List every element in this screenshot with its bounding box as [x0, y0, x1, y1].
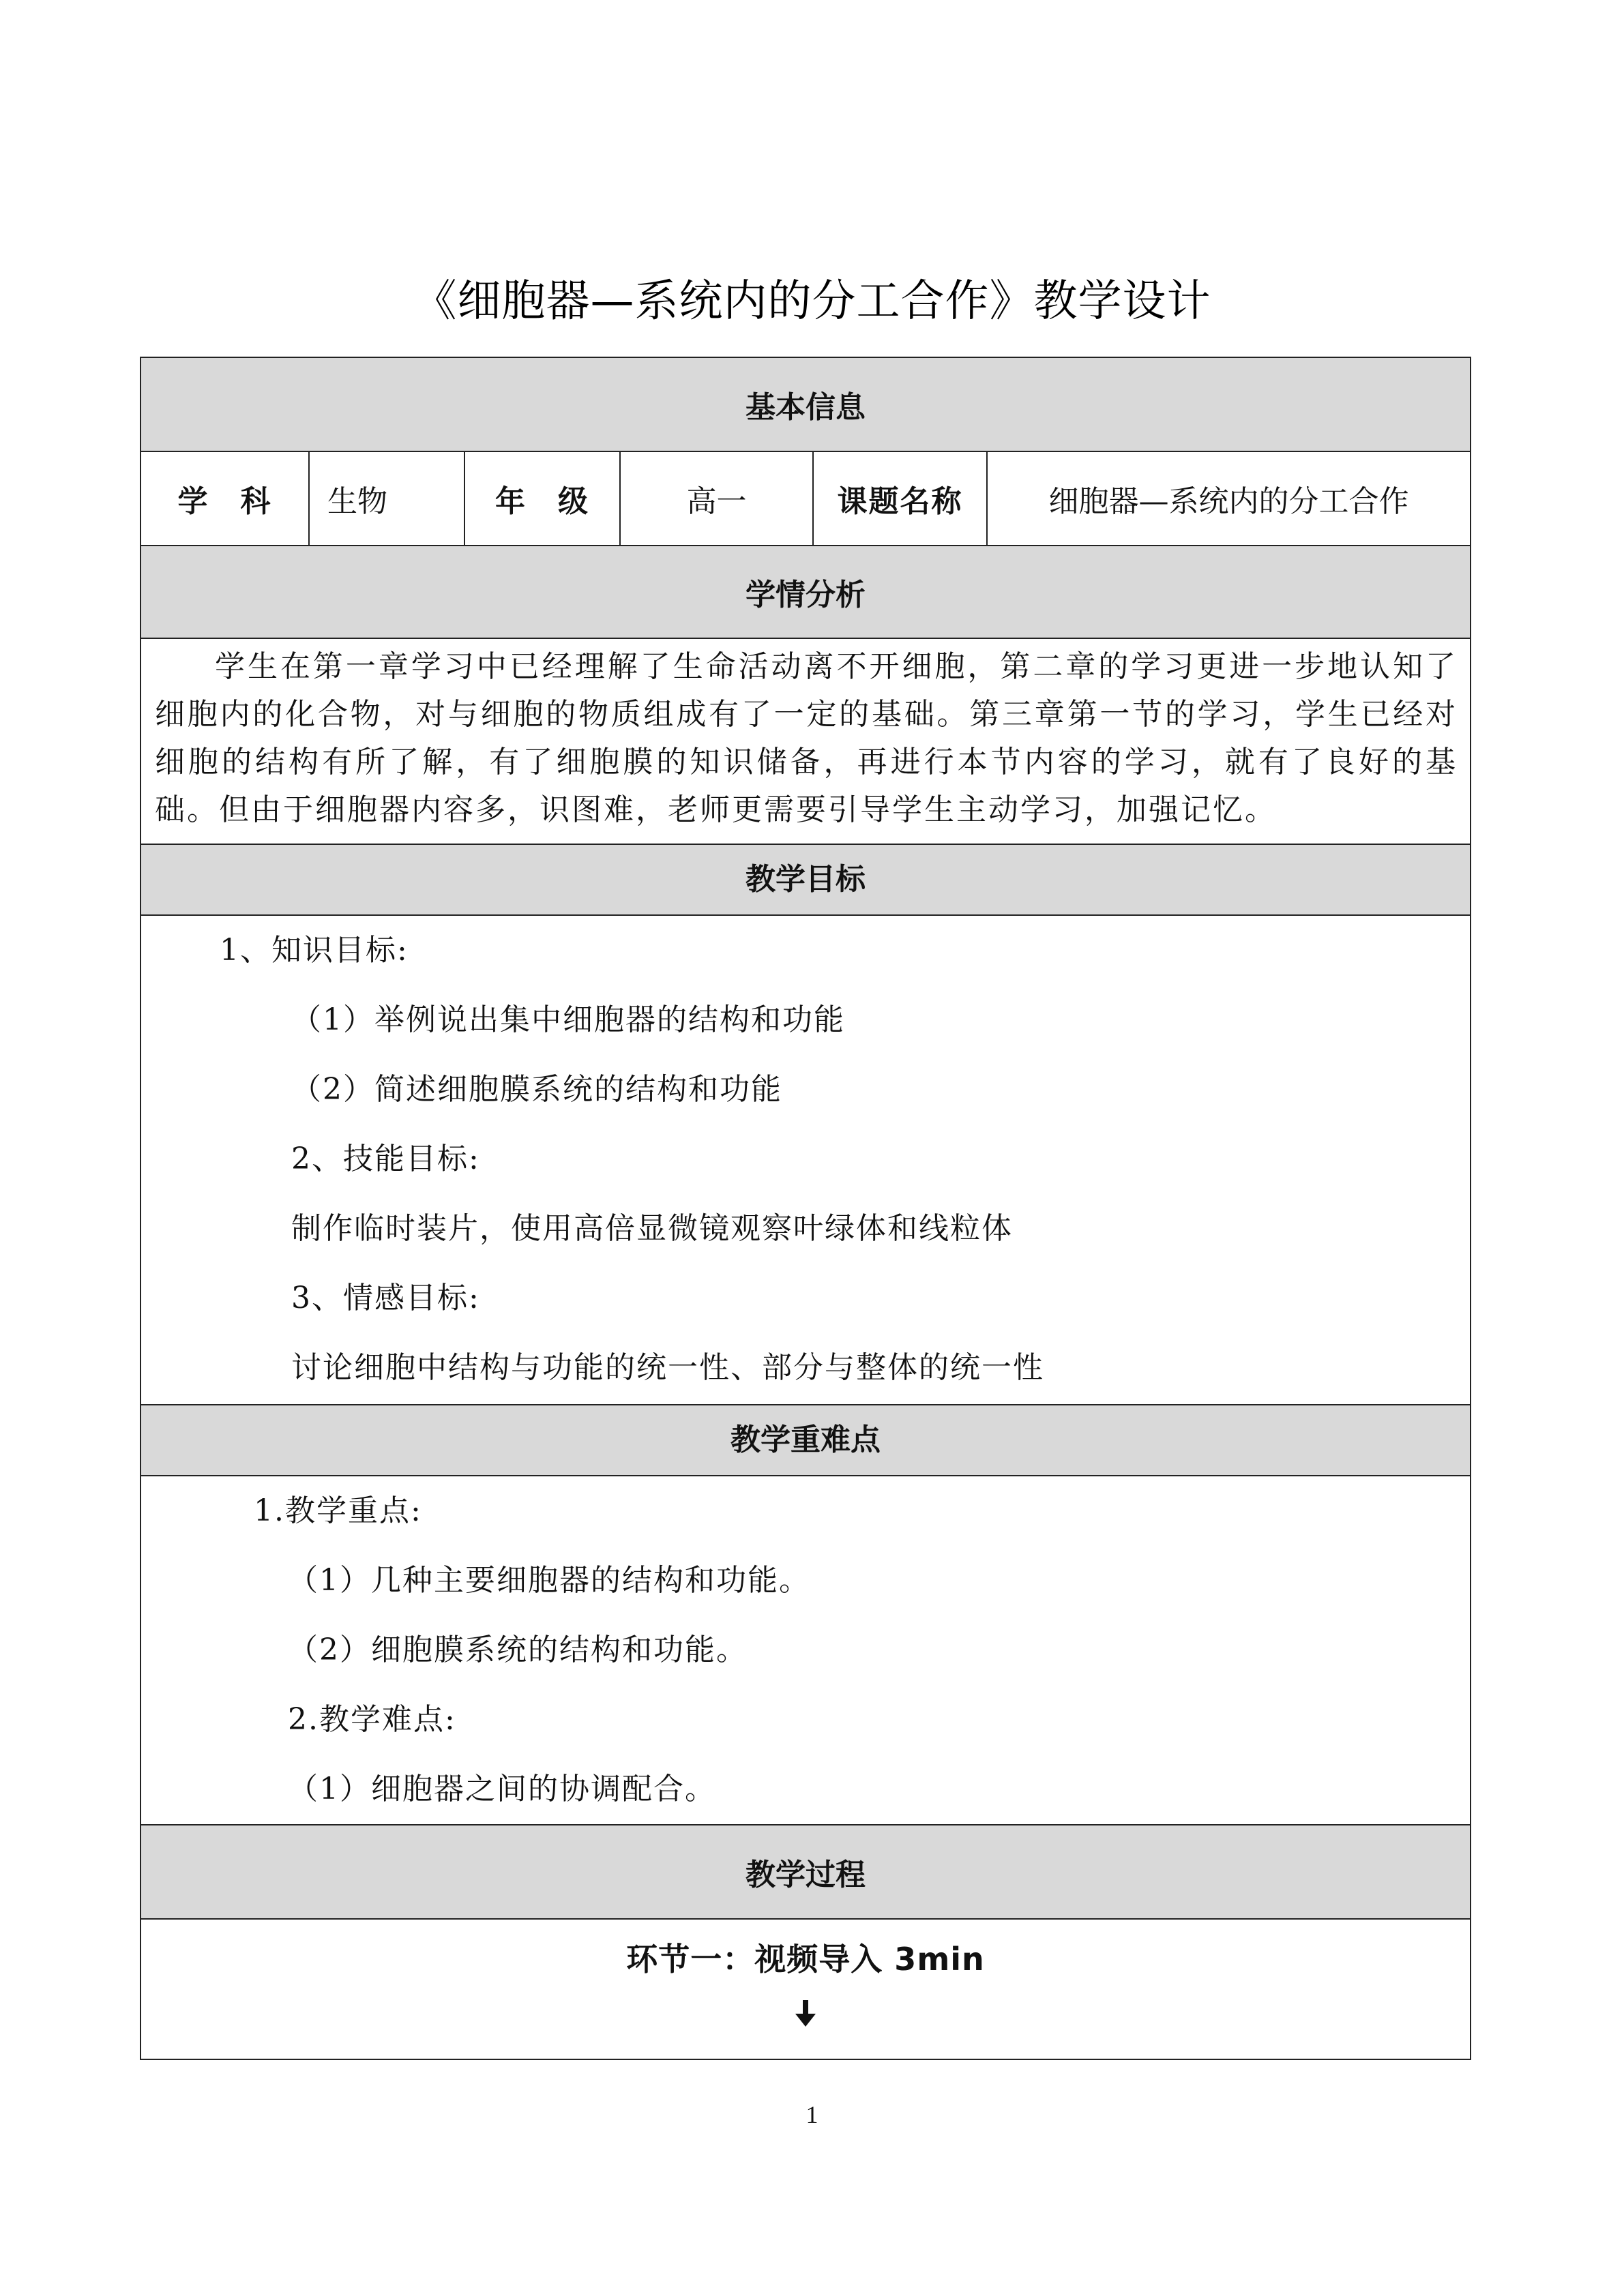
objective-line: （2）简述细胞膜系统的结构和功能 — [291, 1072, 782, 1107]
key-points-row — [141, 1476, 1471, 1825]
key-points-header: 教学重难点 — [141, 1405, 1471, 1476]
objective-line: 3、情感目标: — [291, 1281, 480, 1315]
objectives-cell — [141, 915, 1471, 1405]
topic-label: 课题名称 — [813, 451, 987, 546]
objective-line: （1）举例说出集中细胞器的结构和功能 — [291, 1002, 845, 1037]
objectives-row — [141, 915, 1471, 1405]
key-point-line: （1）几种主要细胞器的结构和功能。 — [288, 1563, 810, 1598]
process-row — [141, 1919, 1471, 2059]
objective-line: 制作临时装片，使用高倍显微镜观察叶绿体和线粒体 — [291, 1211, 1013, 1246]
process-step-title: 环节一：视频导入 3min — [626, 1941, 985, 1978]
objective-line: 2、技能目标: — [291, 1142, 480, 1176]
key-points-header-row — [141, 1405, 1471, 1476]
objectives-header-row — [141, 844, 1471, 915]
student-analysis-header: 学情分析 — [141, 546, 1471, 638]
student-analysis-cell — [141, 638, 1471, 844]
document-title: 《细胞器—系统内的分工合作》教学设计 — [413, 276, 1211, 327]
student-analysis-row — [141, 638, 1471, 844]
basic-info-header-row — [141, 357, 1471, 451]
subject-label: 学 科 — [141, 451, 309, 546]
key-point-line: 2.教学难点: — [288, 1702, 456, 1737]
process-header: 教学过程 — [141, 1825, 1471, 1919]
objectives-header: 教学目标 — [141, 844, 1471, 915]
grade-value: 高一 — [620, 451, 813, 546]
lesson-plan-table — [140, 357, 1471, 2060]
arrow-down-icon — [794, 2000, 817, 2030]
topic-value: 细胞器—系统内的分工合作 — [987, 451, 1471, 546]
basic-info-header: 基本信息 — [141, 357, 1471, 451]
key-point-line: （2）细胞膜系统的结构和功能。 — [288, 1632, 748, 1667]
basic-info-row — [141, 451, 1471, 546]
key-point-line: （1）细胞器之间的协调配合。 — [288, 1772, 716, 1806]
process-header-row — [141, 1825, 1471, 1919]
subject-value: 生物 — [309, 451, 464, 546]
key-points-cell — [141, 1476, 1471, 1825]
student-analysis-header-row — [141, 546, 1471, 638]
page-number: 1 — [806, 2101, 818, 2128]
objective-line: 讨论细胞中结构与功能的统一性、部分与整体的统一性 — [291, 1350, 1044, 1385]
process-cell — [141, 1919, 1471, 2059]
objective-line: 1、知识目标: — [220, 933, 409, 968]
key-point-line: 1.教学重点: — [254, 1493, 422, 1528]
grade-label: 年 级 — [464, 451, 620, 546]
student-analysis-text: 学生在第一章学习中已经理解了生命活动离不开细胞，第二章的学习更进一步地认知了细胞内的化合物，对与细胞的物质组成有了一定的基础。第三章第一节的学习，学生已经对细胞的结构有所了解，有了细胞膜的知识储备，再进行本节内容的学习，就有了良好的基础。但由于细胞器内容多，识图难，老师更需要引导学生主动学习，加强记忆。 — [155, 649, 1458, 827]
